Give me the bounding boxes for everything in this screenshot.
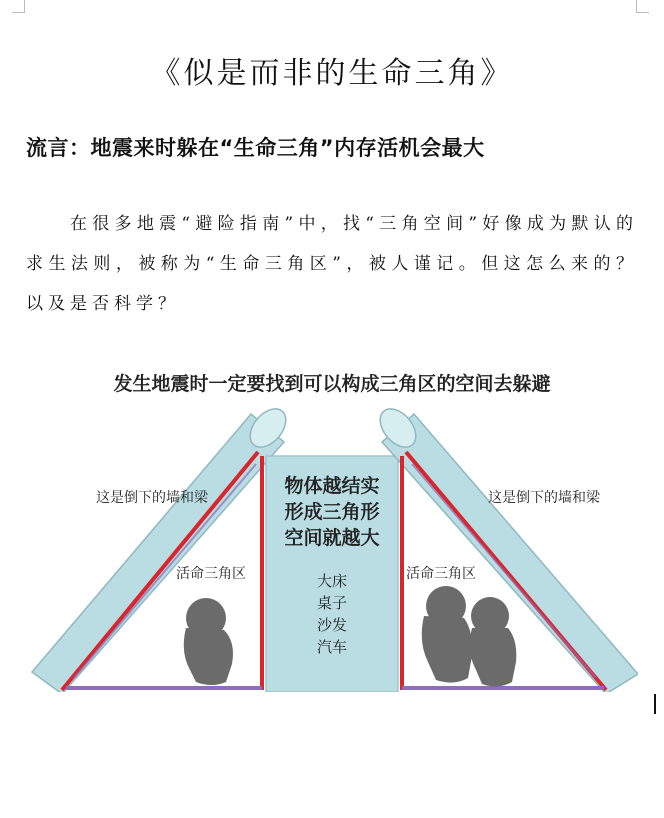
right-zone-label: 活命三角区: [406, 566, 476, 582]
center-line-2: 形成三角形: [284, 501, 380, 523]
document-title: 《似是而非的生命三角》: [150, 56, 514, 91]
crop-mark-top-left: [12, 0, 25, 13]
rumor-heading: 流言：地震来时躲在“生命三角”内存活机会最大: [26, 136, 485, 160]
crop-mark-top-right: [636, 0, 649, 13]
center-line-1: 物体越结实: [284, 475, 380, 497]
text-cursor: [654, 694, 656, 714]
object-sofa: 沙发: [316, 616, 348, 634]
right-wall-label: 这是倒下的墙和梁: [488, 490, 600, 506]
intro-paragraph: 在很多地震“避险指南”中，找“三角空间”好像成为默认的求生法则，被称为“生命三角区”，被人谨记。但这怎么来的？以及是否科学？: [26, 214, 638, 314]
object-car: 汽车: [316, 638, 348, 656]
center-line-3: 空间就越大: [284, 527, 380, 549]
triangle-figure: [26, 352, 638, 692]
left-zone-label: 活命三角区: [176, 566, 246, 582]
left-wall-label: 这是倒下的墙和梁: [96, 490, 208, 506]
triangle-illustration: [26, 352, 638, 692]
object-table: 桌子: [316, 594, 348, 612]
object-bed: 大床: [316, 572, 348, 590]
figure-headline: 发生地震时一定要找到可以构成三角区的空间去躲避: [113, 373, 551, 395]
